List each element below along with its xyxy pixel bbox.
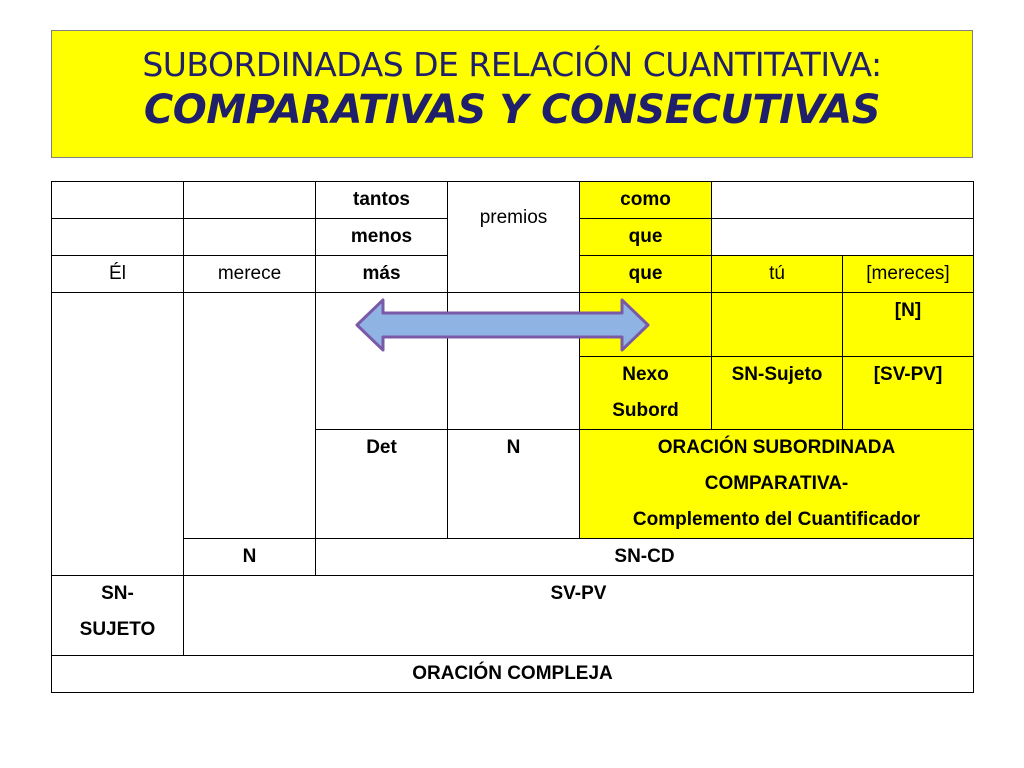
table-cell: más [316, 256, 448, 293]
table-cell: menos [316, 219, 448, 256]
title-line-2: COMPARATIVAS Y CONSECUTIVAS [143, 87, 881, 133]
table-cell [712, 182, 974, 219]
table-row [52, 182, 974, 219]
table-cell [52, 576, 184, 656]
table-cell: tantos [316, 182, 448, 219]
table-cell [52, 219, 184, 256]
cell-line: Subord [612, 400, 679, 421]
syntax-analysis-table [51, 181, 974, 693]
table-cell: SN-CD [316, 539, 974, 576]
cell-line: SUJETO [79, 619, 156, 640]
table-cell: como [580, 182, 712, 219]
table-row [52, 539, 974, 576]
table-cell: N [448, 430, 580, 539]
table-row [52, 576, 974, 656]
table-cell: Él [52, 256, 184, 293]
cell-line: SN- [101, 583, 134, 604]
cell-line: Complemento del Cuantificador [632, 509, 921, 530]
title-banner [51, 30, 973, 158]
table-row [52, 656, 974, 693]
table-cell: N [184, 539, 316, 576]
double-headed-arrow-icon [355, 298, 650, 352]
table-cell [580, 357, 712, 430]
table-cell: que [580, 256, 712, 293]
cell-line: ORACIÓN SUBORDINADA [657, 437, 896, 458]
table-cell: [mereces] [843, 256, 974, 293]
table-cell: Det [316, 430, 448, 539]
table-cell [52, 293, 184, 576]
table-cell: SN-Sujeto [712, 357, 843, 430]
table-cell [184, 293, 316, 539]
table-cell: merece [184, 256, 316, 293]
table-cell: [N] [843, 293, 974, 357]
table-cell [184, 182, 316, 219]
table-cell: tú [712, 256, 843, 293]
table-cell: [SV-PV] [843, 357, 974, 430]
table-cell: premios [448, 182, 580, 293]
table-cell: que [580, 219, 712, 256]
title-line-1: SUBORDINADAS DE RELACIÓN CUANTITATIVA: [142, 45, 882, 84]
table-cell: ORACIÓN COMPLEJA [52, 656, 974, 693]
cell-line: Nexo [622, 364, 669, 385]
table-cell [712, 293, 843, 357]
cell-line: COMPARATIVA- [704, 473, 849, 494]
table-cell [580, 430, 974, 539]
table-cell [184, 219, 316, 256]
table-cell [52, 182, 184, 219]
table-cell: SV-PV [184, 576, 974, 656]
table-cell [712, 219, 974, 256]
